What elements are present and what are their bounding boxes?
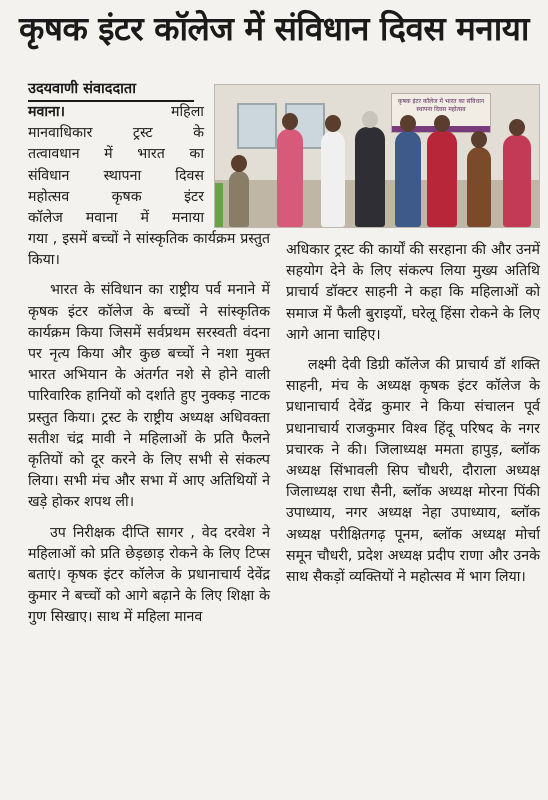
lead-tail: गया , इसमें बच्चों ने सांस्कृतिक कार्यक्रम प्रस्तुत किया। <box>28 231 270 269</box>
lead-line: महिला <box>171 104 204 120</box>
photo-person <box>321 131 345 227</box>
right-column <box>286 240 540 588</box>
lead-line: महोत्सव कृषक इंटर <box>28 188 204 205</box>
news-photo <box>214 84 540 228</box>
photo-window <box>237 103 277 149</box>
dateline: मवाना। <box>28 104 65 120</box>
paragraph: उप निरीक्षक दीप्ति सागर , वेद दरवेश ने महिलाओं को प्रति छेड़छाड़ रोकने के लिए टिप्स बताएं। कृषक इंटर कॉलेज के प्रधानाचार्य देवेंद्र कुमार ने बच्चों को आगे बढ़ाने के लिए शिक्षा के गुण सिखाए। साथ में महिला मानव <box>28 524 270 626</box>
photo-person <box>503 135 531 227</box>
photo-person <box>277 129 303 227</box>
byline: उदयवाणी संवाददाता <box>28 81 136 97</box>
photo-person <box>427 131 457 227</box>
photo-person <box>229 171 249 227</box>
lead-line: कॉलेज मवाना में मनाया <box>28 210 204 227</box>
photo-green-curtain <box>215 183 223 227</box>
paragraph: भारत के संविधान का राष्ट्रीय पर्व मनाने में कृषक इंटर कॉलेज के बच्चों ने सांस्कृतिक कार्यक्रम किया जिसमें सर्वप्रथम सरस्वती वंदना पर नृत्य किया और कुछ बच्चों ने नशा मुक्त भारत अभियान के अंतर्गत नशे से होने वाली पारिवारिक हानियों को दर्शाते हुए नुक्कड़ नाटक प्रस्तुत किया। ट्रस्ट के राष्ट्रीय अध्यक्ष अधिवक्ता सतीश चंद्र मावी ने महिलाओं के प्रति फैलने कृतियों को दूर करने के लिए सभी से संकल्प लिया। सभी मंच और सभा में आए अतिथियों ने खड़े होकर शपथ ली। <box>28 282 270 511</box>
banner-text: कृषक इंटर कॉलेज में भारत का संविधान स्थापना दिवस महोत्सव <box>397 98 485 113</box>
headline: कृषक इंटर कॉलेज में संविधान दिवस मनाया <box>19 9 529 48</box>
left-column <box>28 229 270 629</box>
photo-person <box>395 131 421 227</box>
photo-person <box>355 127 385 227</box>
paragraph: अधिकार ट्रस्ट की कार्यों की सरहाना की और उनमें सहयोग देने के लिए संकल्प लिया मुख्य अतिथि प्राचार्य डॉक्टर साहनी ने कहा कि महिलाओं को समाज में फैली बुराइयों, घरेलू हिंसा रोकने के लिए आगे आना चाहिए। <box>286 242 540 343</box>
lead-line: मानवाधिकार ट्रस्ट के <box>28 125 204 142</box>
lead-line: संविधान स्थापना दिवस <box>28 167 204 184</box>
lead-text <box>28 102 204 229</box>
lead-line: तत्वावधान में भारत का <box>28 146 204 163</box>
paragraph: लक्ष्मी देवी डिग्री कॉलेज की प्राचार्य डॉ शक्ति साहनी, मंच के अध्यक्ष कृषक इंटर कॉलेज के प्रधानाचार्य देवेंद्र कुमार ने किया संचालन पूर्व प्रधानाचार्य राजकुमार विश्व हिंदू परिषद के नगर प्रचारक ने की। जिलाध्यक्ष ममता हापुड़, ब्लॉक अध्यक्ष सिंभावली सिप चौधरी, दौराला अध्यक्ष जिलाध्यक्ष राधा सैनी, ब्लॉक अध्यक्ष मोरना पिंकी उपाध्याय, नगर अध्यक्ष नेहा उपाध्याय, ब्लॉक अध्यक्ष परीक्षितगढ़ पूनम, ब्लॉक अध्यक्ष मोर्चा समून चौधरी, प्रदेश अध्यक्ष प्रदीप राणा और उनके साथ सैकड़ों व्यक्तियों ने महोत्सव में भाग लिया। <box>286 357 540 586</box>
lead-first-line <box>28 102 204 123</box>
photo-person <box>467 147 491 227</box>
